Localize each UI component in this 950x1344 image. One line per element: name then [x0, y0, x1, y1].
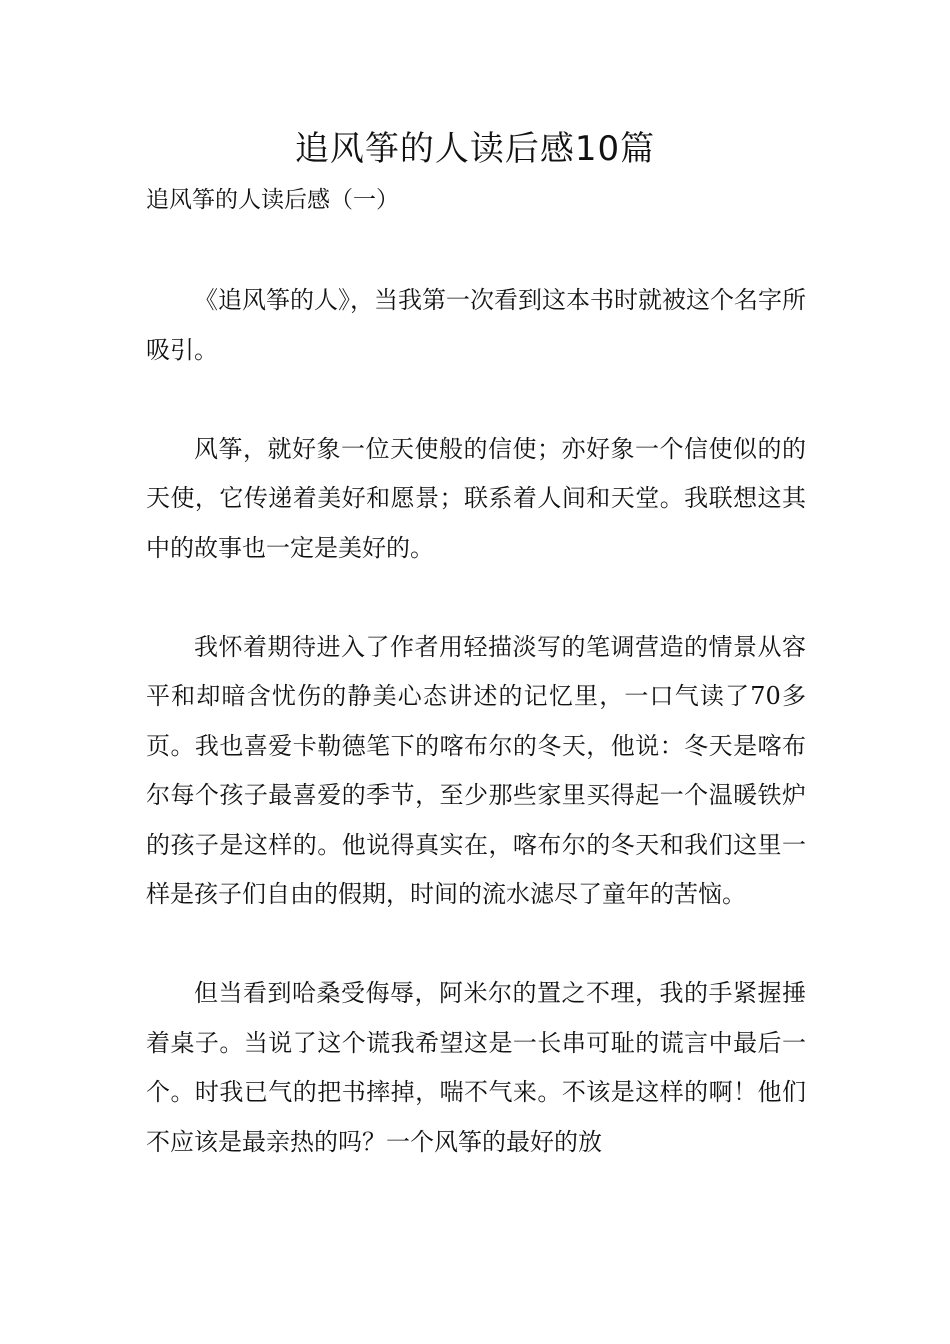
paragraph: 但当看到哈桑受侮辱，阿米尔的置之不理，我的手紧握捶着桌子。当说了这个谎我希望这是一长串可耻的谎言中最后一个。时我已气的把书摔掉，喘不气来。不该是这样的啊！他们不应该是最亲热的吗？一个风筝的最好的放 [146, 979, 806, 1156]
paragraph: 《追风筝的人》，当我第一次看到这本书时就被这个名字所吸引。 [146, 286, 806, 364]
paragraph: 我怀着期待进入了作者用轻描淡写的笔调营造的情景从容平和却暗含忧伤的静美心态讲述的记忆里，一口气读了70多页。我也喜爱卡勒德笔下的喀布尔的冬天，他说：冬天是喀布尔每个孩子最喜爱的季节，至少那些家里买得起一个温暖铁炉的孩子是这样的。他说得真实在，喀布尔的冬天和我们这里一样是孩子们自由的假期，时间的流水滤尽了童年的苦恼。 [146, 632, 806, 908]
document-title: 追风筝的人读后感10篇 [294, 129, 656, 169]
section-subtitle: 追风筝的人读后感（一） [146, 187, 399, 213]
document-body [146, 276, 806, 1217]
paragraph: 风筝，就好象一位天使般的信使；亦好象一个信使似的的天使，它传递着美好和愿景；联系着人间和天堂。我联想这其中的故事也一定是美好的。 [146, 434, 806, 562]
